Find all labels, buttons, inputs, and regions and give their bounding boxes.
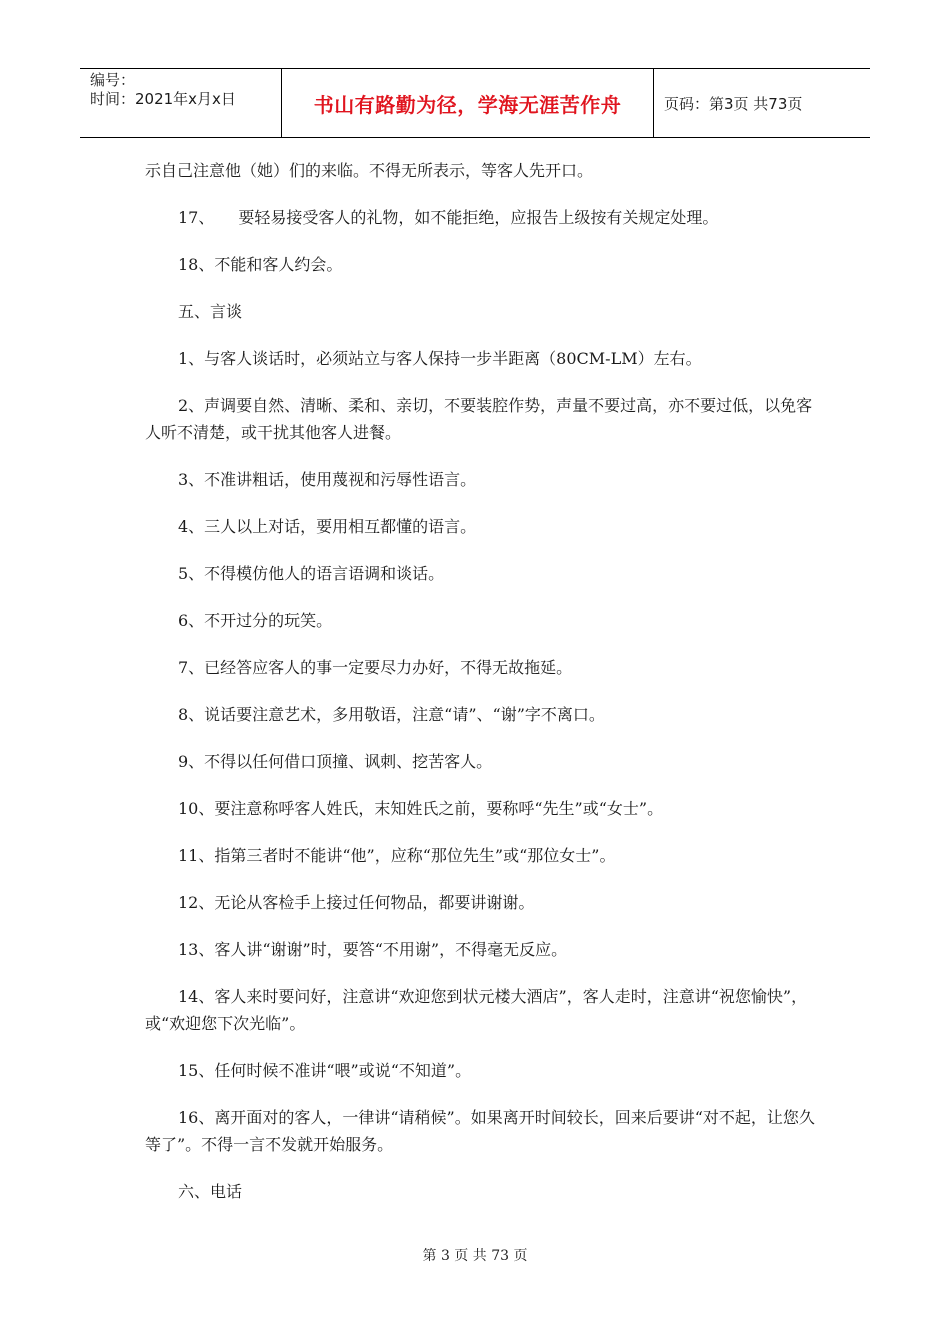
paragraph-item-7: 7、已经答应客人的事一定要尽力办好，不得无故拖延。 (178, 658, 573, 677)
paragraph-item-14: 14、客人来时要问好，注意讲“欢迎您到状元楼大酒店”，客人走时，注意讲“祝您愉快”，或“欢迎您下次光临”。 (145, 987, 808, 1033)
document-header (80, 68, 870, 138)
header-motto: 书山有路勤为径，学海无涯苦作舟 (282, 69, 654, 137)
paragraph-item-2: 2、声调要自然、清晰、柔和、亲切，不要装腔作势，声量不要过高，亦不要过低，以免客人听不清楚，或干扰其他客人进餐。 (145, 396, 813, 442)
paragraph-item-11: 11、指第三者时不能讲“他”，应称“那位先生”或“那位女士”。 (178, 846, 616, 865)
section-heading-phone: 六、电话 (178, 1182, 243, 1201)
header-meta (80, 69, 282, 137)
paragraph-continuation: 示自己注意他（她）们的来临。不得无所表示，等客人先开口。 (145, 161, 594, 180)
paragraph-item-6: 6、不开过分的玩笑。 (178, 611, 333, 630)
paragraph-item-5: 5、不得模仿他人的语言语调和谈话。 (178, 564, 445, 583)
paragraph-item-12: 12、无论从客检手上接过任何物品，都要讲谢谢。 (178, 893, 535, 912)
header-page-info: 页码：第3页 共73页 (664, 94, 803, 113)
paragraph-item-13: 13、客人讲“谢谢”时，要答“不用谢”，不得毫无反应。 (178, 940, 568, 959)
paragraph-item-17: 17、 要轻易接受客人的礼物，如不能拒绝，应报告上级按有关规定处理。 (178, 208, 719, 227)
document-time-label: 时间：2021年x月x日 (90, 90, 236, 108)
paragraph-item-15: 15、任何时候不准讲“喂”或说“不知道”。 (178, 1061, 472, 1080)
paragraph-item-4: 4、三人以上对话，要用相互都懂的语言。 (178, 517, 477, 536)
section-heading-speech: 五、言谈 (178, 302, 243, 321)
paragraph-item-1: 1、与客人谈话时，必须站立与客人保持一步半距离（80CM-LM）左右。 (178, 349, 702, 368)
paragraph-item-3: 3、不准讲粗话，使用蔑视和污辱性语言。 (178, 470, 477, 489)
paragraph-item-16: 16、离开面对的客人，一律讲“请稍候”。如果离开时间较长，回来后要讲“对不起，让您久等了”。不得一言不发就开始服务。 (145, 1108, 815, 1154)
document-number-label: 编号： (90, 71, 136, 89)
document-body (145, 157, 825, 1205)
paragraph-item-10: 10、要注意称呼客人姓氏，末知姓氏之前，要称呼“先生”或“女士”。 (178, 799, 664, 818)
paragraph-item-18: 18、不能和客人约会。 (178, 255, 343, 274)
paragraph-item-9: 9、不得以任何借口顶撞、讽刺、挖苦客人。 (178, 752, 493, 771)
page-footer: 第 3 页 共 73 页 (422, 1248, 528, 1264)
paragraph-item-8: 8、说话要注意艺术，多用敬语，注意“请”、“谢”字不离口。 (178, 705, 605, 724)
